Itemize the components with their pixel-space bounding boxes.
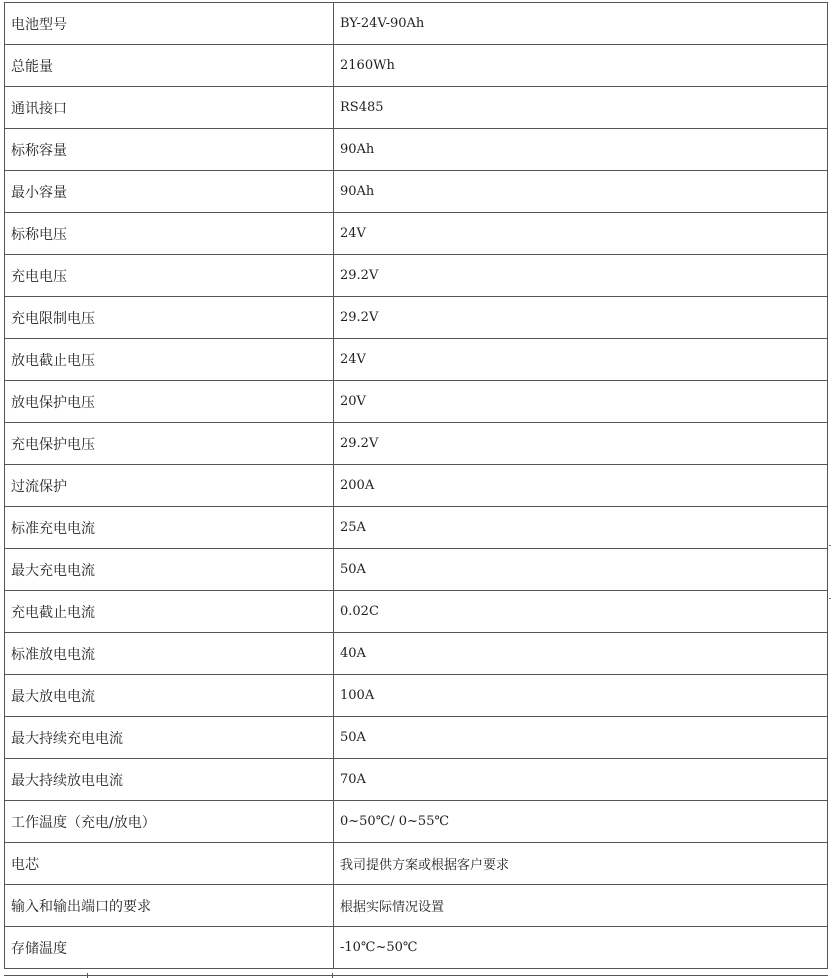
- spec-label: 充电截止电流: [5, 591, 334, 633]
- spec-value: 2160Wh: [334, 45, 828, 87]
- table-row: [5, 591, 828, 633]
- spec-label: 总能量: [5, 45, 334, 87]
- table-row: [5, 171, 828, 213]
- spec-value: -10℃~50℃: [334, 927, 828, 969]
- spec-value: 40A: [334, 633, 828, 675]
- spec-label: 放电保护电压: [5, 381, 334, 423]
- spec-value: BY-24V-90Ah: [334, 3, 828, 45]
- spec-table-body: [5, 3, 828, 969]
- spec-value: 29.2V: [334, 297, 828, 339]
- spec-label: 过流保护: [5, 465, 334, 507]
- table-row: [5, 633, 828, 675]
- spec-label: 最大持续放电电流: [5, 759, 334, 801]
- spec-value: 25A: [334, 507, 828, 549]
- spec-label: 电池型号: [5, 3, 334, 45]
- spec-label: 存储温度: [5, 927, 334, 969]
- spec-label: 最小容量: [5, 171, 334, 213]
- spec-label: 充电保护电压: [5, 423, 334, 465]
- next-row-divider-right: [332, 973, 333, 978]
- spec-value: 24V: [334, 339, 828, 381]
- spec-value: 70A: [334, 759, 828, 801]
- spec-label: 充电电压: [5, 255, 334, 297]
- next-row-divider-left: [87, 973, 88, 978]
- table-row: [5, 255, 828, 297]
- spec-value: 29.2V: [334, 255, 828, 297]
- spec-value: 0.02C: [334, 591, 828, 633]
- table-row: [5, 549, 828, 591]
- spec-label: 通讯接口: [5, 87, 334, 129]
- spec-label: 电芯: [5, 843, 334, 885]
- spec-value: 90Ah: [334, 171, 828, 213]
- spec-value: 100A: [334, 675, 828, 717]
- table-row: [5, 465, 828, 507]
- table-row: [5, 927, 828, 969]
- spec-value: 200A: [334, 465, 828, 507]
- table-row: [5, 507, 828, 549]
- spec-value: 0~50℃/ 0~55℃: [334, 801, 828, 843]
- spec-label: 最大持续充电电流: [5, 717, 334, 759]
- spec-value: 根据实际情况设置: [334, 885, 828, 927]
- spec-label: 最大放电电流: [5, 675, 334, 717]
- spec-label: 放电截止电压: [5, 339, 334, 381]
- table-row: [5, 129, 828, 171]
- spec-label: 标称容量: [5, 129, 334, 171]
- table-row: [5, 423, 828, 465]
- spec-value: 50A: [334, 549, 828, 591]
- table-row: [5, 213, 828, 255]
- table-row: [5, 675, 828, 717]
- table-row: [5, 885, 828, 927]
- battery-spec-table: [4, 2, 828, 969]
- spec-label: 工作温度（充电/放电）: [5, 801, 334, 843]
- edge-tick-mark: [829, 598, 831, 599]
- table-row: [5, 759, 828, 801]
- spec-value: 20V: [334, 381, 828, 423]
- table-row: [5, 45, 828, 87]
- table-bottom-divider: [4, 975, 828, 976]
- spec-value: 50A: [334, 717, 828, 759]
- spec-value: RS485: [334, 87, 828, 129]
- spec-value: 90Ah: [334, 129, 828, 171]
- edge-tick-mark: [829, 545, 831, 546]
- spec-value: 29.2V: [334, 423, 828, 465]
- table-row: [5, 801, 828, 843]
- table-row: [5, 297, 828, 339]
- spec-value: 我司提供方案或根据客户要求: [334, 843, 828, 885]
- spec-label: 标准充电电流: [5, 507, 334, 549]
- spec-value: 24V: [334, 213, 828, 255]
- table-row: [5, 87, 828, 129]
- spec-label: 最大充电电流: [5, 549, 334, 591]
- table-row: [5, 3, 828, 45]
- spec-label: 输入和输出端口的要求: [5, 885, 334, 927]
- table-row: [5, 843, 828, 885]
- spec-label: 标准放电电流: [5, 633, 334, 675]
- table-row: [5, 381, 828, 423]
- spec-label: 充电限制电压: [5, 297, 334, 339]
- table-row: [5, 717, 828, 759]
- table-row: [5, 339, 828, 381]
- spec-label: 标称电压: [5, 213, 334, 255]
